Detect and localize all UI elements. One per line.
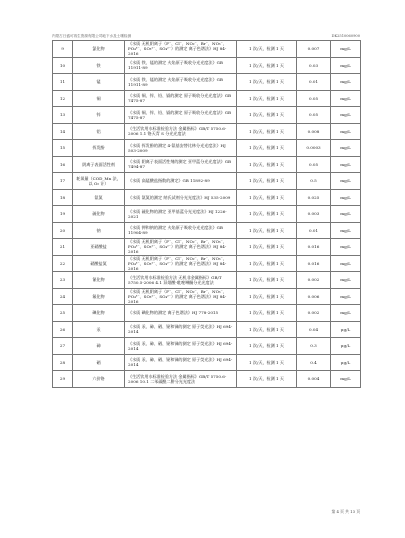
header-company: 内蒙古日盛可再生资源有限公司地下水及土壤检测 <box>52 34 132 38</box>
test-method-cell: 《水质 无机阴离子（F⁻、Cl⁻、NO₂⁻、Br⁻、NO₃⁻、PO₄³⁻、SO₃²⁻、SO₄²⁻）的测定 离子色谱法》HJ 84-2016 <box>125 255 237 272</box>
unit-cell: mg/L <box>331 173 361 190</box>
unit-cell: mg/L <box>331 189 361 206</box>
test-method-cell: 《生活饮用水标准检验方法 无机非金属指标》GB/T 5750.5-2006 4.1 异烟酸-吡唑啉酮分光光度法 <box>125 272 237 289</box>
row-number-cell: 17 <box>53 173 73 190</box>
table-row <box>53 156 361 173</box>
detection-limit-cell: 0.003 <box>297 206 331 223</box>
row-number-cell: 20 <box>53 222 73 239</box>
row-number-cell: 13 <box>53 107 73 124</box>
sampling-frequency-cell: 1 次/天，检测 1 天 <box>237 305 297 322</box>
table-row <box>53 206 361 223</box>
test-item-cell: 锌 <box>73 107 125 124</box>
test-method-cell: 《水质 铜、锌、铅、镉的测定 原子吸收分光光度法》GB 7475-87 <box>125 107 237 124</box>
unit-cell: μg/L <box>331 354 361 371</box>
test-item-cell: 碘化物 <box>73 305 125 322</box>
unit-cell: mg/L <box>331 222 361 239</box>
detection-limit-cell: 0.016 <box>297 239 331 256</box>
unit-cell: mg/L <box>331 206 361 223</box>
sampling-frequency-cell: 1 次/天，检测 1 天 <box>237 140 297 157</box>
test-method-cell: 《水质 汞、砷、硒、铋和锑的测定 原子荧光法》HJ 694-2014 <box>125 321 237 338</box>
table-row <box>53 41 361 58</box>
sampling-frequency-cell: 1 次/天，检测 1 天 <box>237 354 297 371</box>
page-header <box>52 34 360 39</box>
detection-limit-cell: 0.3 <box>297 338 331 355</box>
unit-cell: μg/L <box>331 321 361 338</box>
test-method-cell: 《水质 硫化物的测定 亚甲基蓝分光光度法》HJ 1226-2021 <box>125 206 237 223</box>
test-item-cell: 钠 <box>73 222 125 239</box>
test-method-cell: 《水质 高锰酸盐指数的测定》GB 11892-89 <box>125 173 237 190</box>
test-method-cell: 《水质 铜、锌、铅、镉的测定 原子吸收分光光度法》GB 7475-87 <box>125 90 237 107</box>
test-method-cell: 《水质 碘化物的测定 离子色谱法》HJ 778-2015 <box>125 305 237 322</box>
detection-limit-cell: 0.008 <box>297 123 331 140</box>
table-row <box>53 371 361 388</box>
sampling-frequency-cell: 1 次/天，检测 1 天 <box>237 107 297 124</box>
detection-limit-cell: 0.5 <box>297 173 331 190</box>
table-row <box>53 272 361 289</box>
test-item-cell: 硒 <box>73 354 125 371</box>
sampling-frequency-cell: 1 次/天，检测 1 天 <box>237 239 297 256</box>
test-item-cell: 氯化物 <box>73 41 125 58</box>
table-row <box>53 222 361 239</box>
test-method-cell: 《水质 铁、锰的测定 火焰原子吸收分光光度法》GB 11911-89 <box>125 74 237 91</box>
row-number-cell: 10 <box>53 57 73 74</box>
sampling-frequency-cell: 1 次/天，检测 1 天 <box>237 206 297 223</box>
row-number-cell: 29 <box>53 371 73 388</box>
row-number-cell: 27 <box>53 338 73 355</box>
test-method-cell: 《水质 无机阴离子（F⁻、Cl⁻、NO₂⁻、Br⁻、NO₃⁻、PO₄³⁻、SO₃²⁻、SO₄²⁻）的测定 离子色谱法》HJ 84-2016 <box>125 288 237 305</box>
detection-limit-cell: 0.002 <box>297 272 331 289</box>
sampling-frequency-cell: 1 次/天，检测 1 天 <box>237 41 297 58</box>
test-item-cell: 汞 <box>73 321 125 338</box>
test-item-cell: 硫化物 <box>73 206 125 223</box>
sampling-frequency-cell: 1 次/天，检测 1 天 <box>237 173 297 190</box>
test-method-cell: 《水质 钾和钠的测定 火焰原子吸收分光光度法》GB 11904-89 <box>125 222 237 239</box>
test-item-cell: 铝 <box>73 123 125 140</box>
test-method-cell: 《水质 铁、锰的测定 火焰原子吸收分光光度法》GB 11911-89 <box>125 57 237 74</box>
detection-limit-cell: 0.03 <box>297 57 331 74</box>
test-item-cell: 氟化物 <box>73 288 125 305</box>
row-number-cell: 12 <box>53 90 73 107</box>
test-method-cell: 《生活饮用水标准检验方法 金属指标》GB/T 5750.6-2006 10.1 二苯碳酰二肼分光光度法 <box>125 371 237 388</box>
detection-limit-cell: 0.04 <box>297 321 331 338</box>
row-number-cell: 21 <box>53 239 73 256</box>
table-row <box>53 123 361 140</box>
test-item-cell: 六价铬 <box>73 371 125 388</box>
row-number-cell: 18 <box>53 189 73 206</box>
row-number-cell: 19 <box>53 206 73 223</box>
table-row <box>53 321 361 338</box>
test-method-cell: 《水质 挥发酚的测定 4-氨基安替比林分光光度法》HJ 503-2009 <box>125 140 237 157</box>
table-row <box>53 338 361 355</box>
unit-cell: mg/L <box>331 74 361 91</box>
detection-limit-cell: 0.4 <box>297 354 331 371</box>
detection-limit-cell: 0.0003 <box>297 140 331 157</box>
test-item-cell: 氰化物 <box>73 272 125 289</box>
sampling-frequency-cell: 1 次/天，检测 1 天 <box>237 371 297 388</box>
table-row <box>53 74 361 91</box>
unit-cell: mg/L <box>331 272 361 289</box>
test-method-cell: 《水质 汞、砷、硒、铋和锑的测定 原子荧光法》HJ 694-2014 <box>125 354 237 371</box>
row-number-cell: 14 <box>53 123 73 140</box>
row-number-cell: 22 <box>53 255 73 272</box>
detection-limit-cell: 0.004 <box>297 371 331 388</box>
table-row <box>53 140 361 157</box>
sampling-frequency-cell: 1 次/天，检测 1 天 <box>237 57 297 74</box>
unit-cell: mg/L <box>331 239 361 256</box>
test-item-cell: 硝酸盐氮 <box>73 255 125 272</box>
sampling-frequency-cell: 1 次/天，检测 1 天 <box>237 272 297 289</box>
detection-limit-cell: 0.025 <box>297 189 331 206</box>
table-row <box>53 305 361 322</box>
test-method-cell: 《水质 氨氮的测定 纳氏试剂分光光度法》HJ 535-2009 <box>125 189 237 206</box>
row-number-cell: 11 <box>53 74 73 91</box>
unit-cell: mg/L <box>331 140 361 157</box>
test-method-cell: 《水质 阴离子表面活性剂的测定 亚甲蓝分光光度法》GB 7494-87 <box>125 156 237 173</box>
row-number-cell: 24 <box>53 288 73 305</box>
detection-limit-cell: 0.05 <box>297 90 331 107</box>
test-method-cell: 《水质 无机阴离子（F⁻、Cl⁻、NO₂⁻、Br⁻、NO₃⁻、PO₄³⁻、SO₃²⁻、SO₄²⁻）的测定 离子色谱法》HJ 84-2016 <box>125 239 237 256</box>
page-number: 第 4 页 共 13 页 <box>331 509 360 514</box>
sampling-frequency-cell: 1 次/天，检测 1 天 <box>237 90 297 107</box>
test-item-cell: 铁 <box>73 57 125 74</box>
sampling-frequency-cell: 1 次/天，检测 1 天 <box>237 222 297 239</box>
detection-limit-cell: 0.002 <box>297 305 331 322</box>
detection-limit-cell: 0.006 <box>297 288 331 305</box>
sampling-frequency-cell: 1 次/天，检测 1 天 <box>237 255 297 272</box>
table-row <box>53 57 361 74</box>
table-body <box>53 41 361 388</box>
detection-limit-cell: 0.007 <box>297 41 331 58</box>
row-number-cell: 15 <box>53 140 73 157</box>
row-number-cell: 26 <box>53 321 73 338</box>
table-row <box>53 288 361 305</box>
test-item-cell: 砷 <box>73 338 125 355</box>
row-number-cell: 25 <box>53 305 73 322</box>
unit-cell: mg/L <box>331 90 361 107</box>
test-item-cell: 阴离子表面活性剂 <box>73 156 125 173</box>
sampling-frequency-cell: 1 次/天，检测 1 天 <box>237 338 297 355</box>
table-row <box>53 255 361 272</box>
table-row <box>53 189 361 206</box>
test-item-cell: 铜 <box>73 90 125 107</box>
sampling-frequency-cell: 1 次/天，检测 1 天 <box>237 123 297 140</box>
sampling-frequency-cell: 1 次/天，检测 1 天 <box>237 288 297 305</box>
unit-cell: mg/L <box>331 305 361 322</box>
test-method-table <box>52 40 361 388</box>
unit-cell: mg/L <box>331 288 361 305</box>
sampling-frequency-cell: 1 次/天，检测 1 天 <box>237 74 297 91</box>
row-number-cell: 9 <box>53 41 73 58</box>
row-number-cell: 28 <box>53 354 73 371</box>
test-item-cell: 氨氮 <box>73 189 125 206</box>
detection-limit-cell: 0.01 <box>297 222 331 239</box>
table-row <box>53 354 361 371</box>
table-row <box>53 239 361 256</box>
unit-cell: mg/L <box>331 57 361 74</box>
unit-cell: mg/L <box>331 156 361 173</box>
unit-cell: mg/L <box>331 371 361 388</box>
unit-cell: mg/L <box>331 123 361 140</box>
row-number-cell: 23 <box>53 272 73 289</box>
test-method-cell: 《水质 汞、砷、硒、铋和锑的测定 原子荧光法》HJ 694-2014 <box>125 338 237 355</box>
unit-cell: mg/L <box>331 107 361 124</box>
sampling-frequency-cell: 1 次/天，检测 1 天 <box>237 321 297 338</box>
test-item-cell: 挥发酚 <box>73 140 125 157</box>
unit-cell: mg/L <box>331 255 361 272</box>
detection-limit-cell: 0.05 <box>297 156 331 173</box>
row-number-cell: 16 <box>53 156 73 173</box>
table-row <box>53 173 361 190</box>
detection-limit-cell: 0.05 <box>297 107 331 124</box>
detection-limit-cell: 0.016 <box>297 255 331 272</box>
test-method-cell: 《生活饮用水标准检验方法 金属指标》GB/T 5750.6-2006 1.1 铬天青 S 分光光度法 <box>125 123 237 140</box>
unit-cell: mg/L <box>331 41 361 58</box>
unit-cell: μg/L <box>331 338 361 355</box>
header-report-number: DK2510060900 <box>331 34 360 38</box>
detection-limit-cell: 0.01 <box>297 74 331 91</box>
sampling-frequency-cell: 1 次/天，检测 1 天 <box>237 189 297 206</box>
sampling-frequency-cell: 1 次/天，检测 1 天 <box>237 156 297 173</box>
test-item-cell: 锰 <box>73 74 125 91</box>
table-row <box>53 90 361 107</box>
test-method-cell: 《水质 无机阴离子（F⁻、Cl⁻、NO₂⁻、Br⁻、NO₃⁻、PO₄³⁻、SO₃²⁻、SO₄²⁻）的测定 离子色谱法》HJ 84-2016 <box>125 41 237 58</box>
table-row <box>53 107 361 124</box>
test-item-cell: 亚硝酸盐 <box>73 239 125 256</box>
test-item-cell: 耗氧量（COD_Mn 法，以 O₂ 计） <box>73 173 125 190</box>
